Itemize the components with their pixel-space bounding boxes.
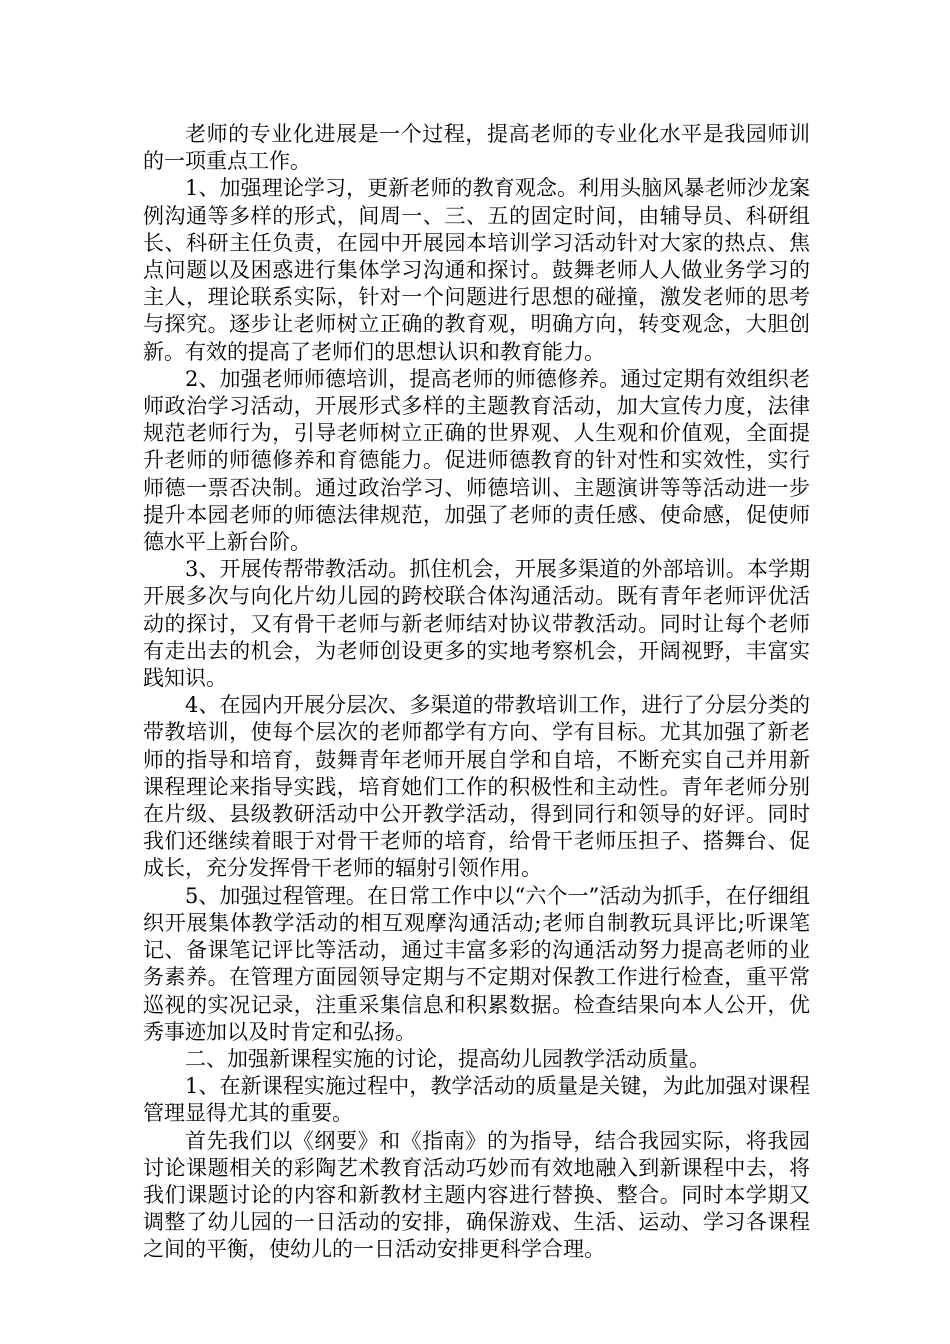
paragraph-item-2: 2、加强老师师德培训，提高老师的师德修养。通过定期有效组织老师政治学习活动，开展形式多样的主题教育活动，加大宣传力度，法律规范老师行为，引导老师树立正确的世界观、人生观和价值观，全面提升老师的师德修养和育德能力。促进师德教育的针对性和实效性，实行师德一票否决制。通过政治学习、师德培训、主题演讲等等活动进一步提升本园老师的师德法律规范，加强了老师的责任感、使命感，促使师德水平上新台阶。 xyxy=(143,366,810,555)
paragraph-item-4: 4、在园内开展分层次、多渠道的带教培训工作，进行了分层分类的带教培训，使每个层次的老师都学有方向、学有目标。尤其加强了新老师的指导和培育，鼓舞青年老师开展自学和自培，不断充实自己并用新课程理论来指导实践，培育她们工作的积极性和主动性。青年老师分别在片级、县级教研活动中公开教学活动，得到同行和领导的好评。同时我们还继续着眼于对骨干老师的培育，给骨干老师压担子、搭舞台、促成长，充分发挥骨干老师的辐射引领作用。 xyxy=(143,693,810,881)
document-body xyxy=(143,121,810,1264)
paragraph-item-5: 5、加强过程管理。在日常工作中以“六个一”活动为抓手，在仔细组织开展集体教学活动的相互观摩沟通活动;老师自制教玩具评比;听课笔记、备课笔记评比等活动，通过丰富多彩的沟通活动努力提高老师的业务素养。在管理方面园领导定期与不定期对保教工作进行检查，重平常巡视的实况记录，注重采集信息和积累数据。检查结果向本人公开，优秀事迹加以及时肯定和弘扬。 xyxy=(143,883,810,1044)
paragraph-section2-detail: 首先我们以《纲要》和《指南》的为指导，结合我园实际，将我园讨论课题相关的彩陶艺术教育活动巧妙而有效地融入到新课程中去，将我们课题讨论的内容和新教材主题内容进行替换、整合。同时本学期又调整了幼儿园的一日活动的安排，确保游戏、生活、运动、学习各课程之间的平衡，使幼儿的一日活动安排更科学合理。 xyxy=(143,1128,810,1262)
paragraph-item-1: 1、加强理论学习，更新老师的教育观念。利用头脑风暴老师沙龙案例沟通等多样的形式，间周一、三、五的固定时间，由辅导员、科研组长、科研主任负责，在园中开展园本培训学习活动针对大家的热点、焦点问题以及困惑进行集体学习沟通和探讨。鼓舞老师人人做业务学习的主人，理论联系实际，针对一个问题进行思想的碰撞，激发老师的思考与探究。逐步让老师树立正确的教育观，明确方向，转变观念，大胆创新。有效的提高了老师们的思想认识和教育能力。 xyxy=(143,176,810,364)
paragraph-item-3: 3、开展传帮带教活动。抓住机会，开展多渠道的外部培训。本学期开展多次与向化片幼儿园的跨校联合体沟通活动。既有青年老师评优活动的探讨，又有骨干老师与新老师结对协议带教活动。同时让每个老师有走出去的机会，为老师创设更多的实地考察机会，开阔视野，丰富实践知识。 xyxy=(143,557,810,691)
paragraph-section2-item-1: 1、在新课程实施过程中，教学活动的质量是关键，为此加强对课程管理显得尤其的重要。 xyxy=(143,1074,810,1126)
paragraph-intro: 老师的专业化进展是一个过程，提高老师的专业化水平是我园师训的一项重点工作。 xyxy=(143,122,810,174)
section-heading-2: 二、加强新课程实施的讨论，提高幼儿园教学活动质量。 xyxy=(185,1046,710,1071)
